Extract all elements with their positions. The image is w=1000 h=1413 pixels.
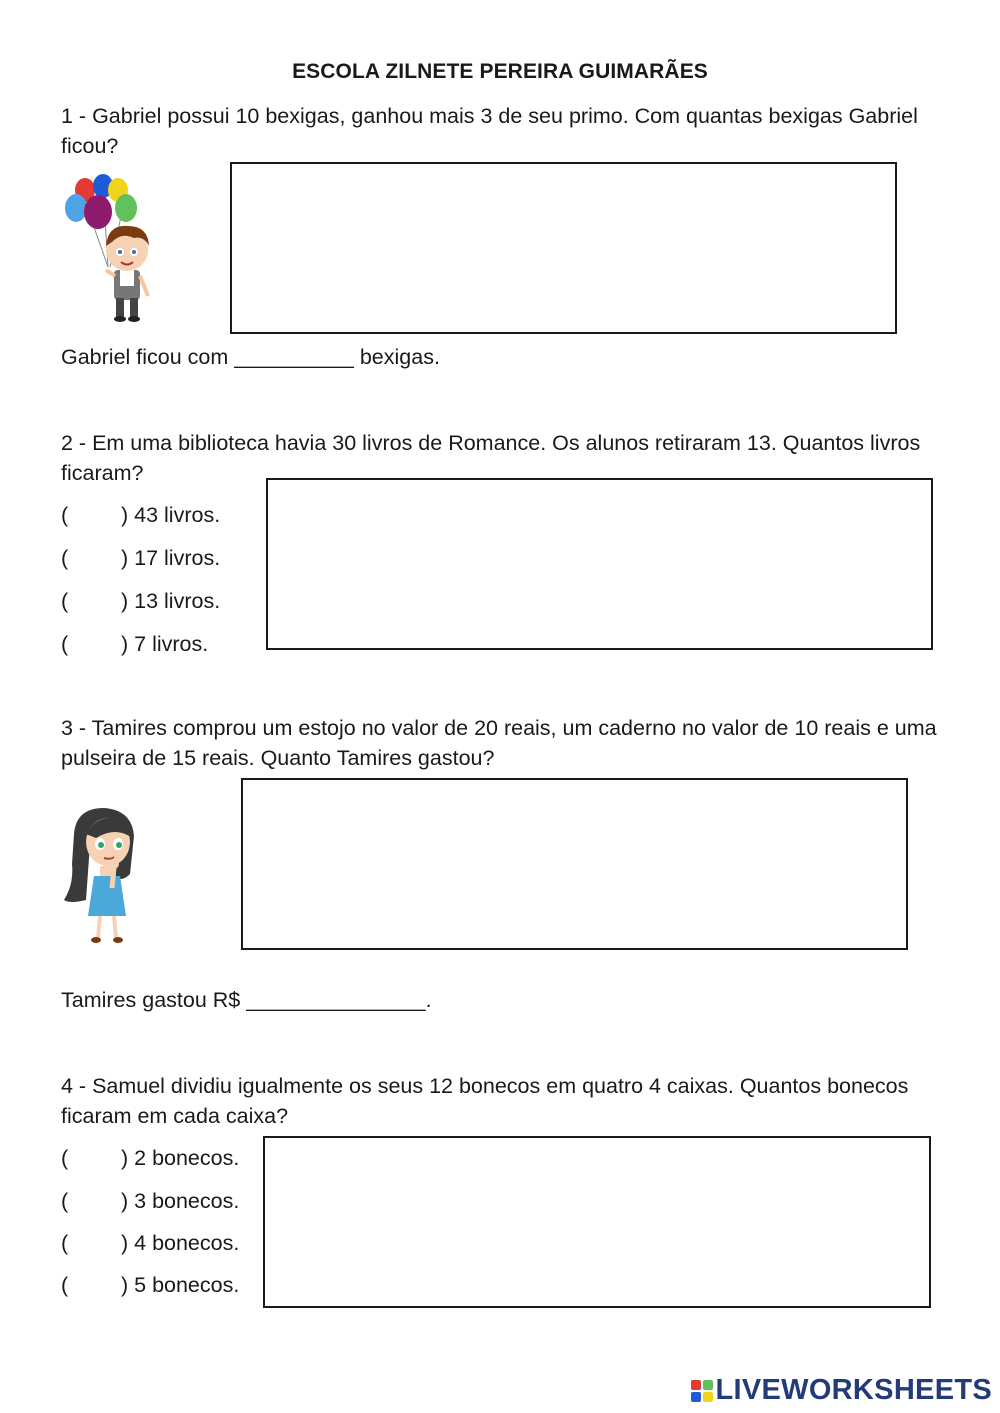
q4-option-3[interactable]: [61, 1231, 239, 1256]
q1-answer-blank[interactable]: __________: [234, 345, 354, 369]
q2-option-2[interactable]: [61, 546, 220, 571]
q1-answer-sentence: [61, 345, 440, 370]
q3-answer-box[interactable]: [241, 778, 908, 950]
q1-answer-box[interactable]: [230, 162, 897, 334]
q4-option-4[interactable]: [61, 1273, 239, 1298]
q4-option-1-paren: (: [61, 1146, 69, 1170]
school-title: ESCOLA ZILNETE PEREIRA GUIMARÃES: [292, 60, 708, 83]
question-1-text: 1 - Gabriel possui 10 bexigas, ganhou mais 3 de seu primo. Com quantas bexigas Gabriel ficou?: [61, 104, 918, 158]
q1-answer-prefix: Gabriel ficou com: [61, 345, 229, 369]
q3-answer-sentence[interactable]: Tamires gastou R$ _______________.: [61, 988, 432, 1012]
q2-option-4-paren: (: [61, 632, 69, 656]
q2-option-4-label: ) 7 livros.: [121, 632, 209, 656]
q2-option-4[interactable]: [61, 632, 208, 657]
q2-option-3-paren: (: [61, 589, 69, 613]
q2-answer-box[interactable]: [266, 478, 933, 650]
girl-thinking-illustration: [60, 804, 144, 944]
q1-answer-suffix: bexigas.: [359, 345, 440, 369]
question-2-text: 2 - Em uma biblioteca havia 30 livros de Romance. Os alunos retiraram 13. Quantos livros ficaram?: [61, 431, 921, 485]
q2-option-2-label: ) 17 livros.: [121, 546, 221, 570]
q4-option-1-label: ) 2 bonecos.: [121, 1146, 240, 1170]
q4-option-3-label: ) 4 bonecos.: [121, 1231, 240, 1255]
boy-with-balloons-illustration: [60, 172, 160, 324]
liveworksheets-logo-text: LIVEWORKSHEETS: [715, 1374, 992, 1406]
liveworksheets-logo: [691, 1374, 993, 1407]
q4-option-3-paren: (: [61, 1231, 69, 1255]
q4-option-4-label: ) 5 bonecos.: [121, 1273, 240, 1297]
q2-option-2-paren: (: [61, 546, 69, 570]
q2-option-3[interactable]: [61, 589, 220, 614]
q4-option-2-paren: (: [61, 1189, 69, 1213]
q2-option-1[interactable]: [61, 503, 220, 528]
q2-option-1-paren: (: [61, 503, 69, 527]
question-4-text: 4 - Samuel dividiu igualmente os seus 12 bonecos em quatro 4 caixas. Quantos bonecos ficaram em cada caixa?: [61, 1074, 909, 1128]
q4-option-1[interactable]: [61, 1146, 239, 1171]
q4-option-2[interactable]: [61, 1189, 239, 1214]
q4-option-2-label: ) 3 bonecos.: [121, 1189, 240, 1213]
question-3-text: 3 - Tamires comprou um estojo no valor de 20 reais, um caderno no valor de 10 reais e uma pulseira de 15 reais. Quanto Tamires gastou?: [61, 716, 937, 770]
q4-answer-box[interactable]: [263, 1136, 931, 1308]
q4-option-4-paren: (: [61, 1273, 69, 1297]
q2-option-3-label: ) 13 livros.: [121, 589, 221, 613]
liveworksheets-logo-icon: [691, 1380, 713, 1402]
q2-option-1-label: ) 43 livros.: [121, 503, 221, 527]
